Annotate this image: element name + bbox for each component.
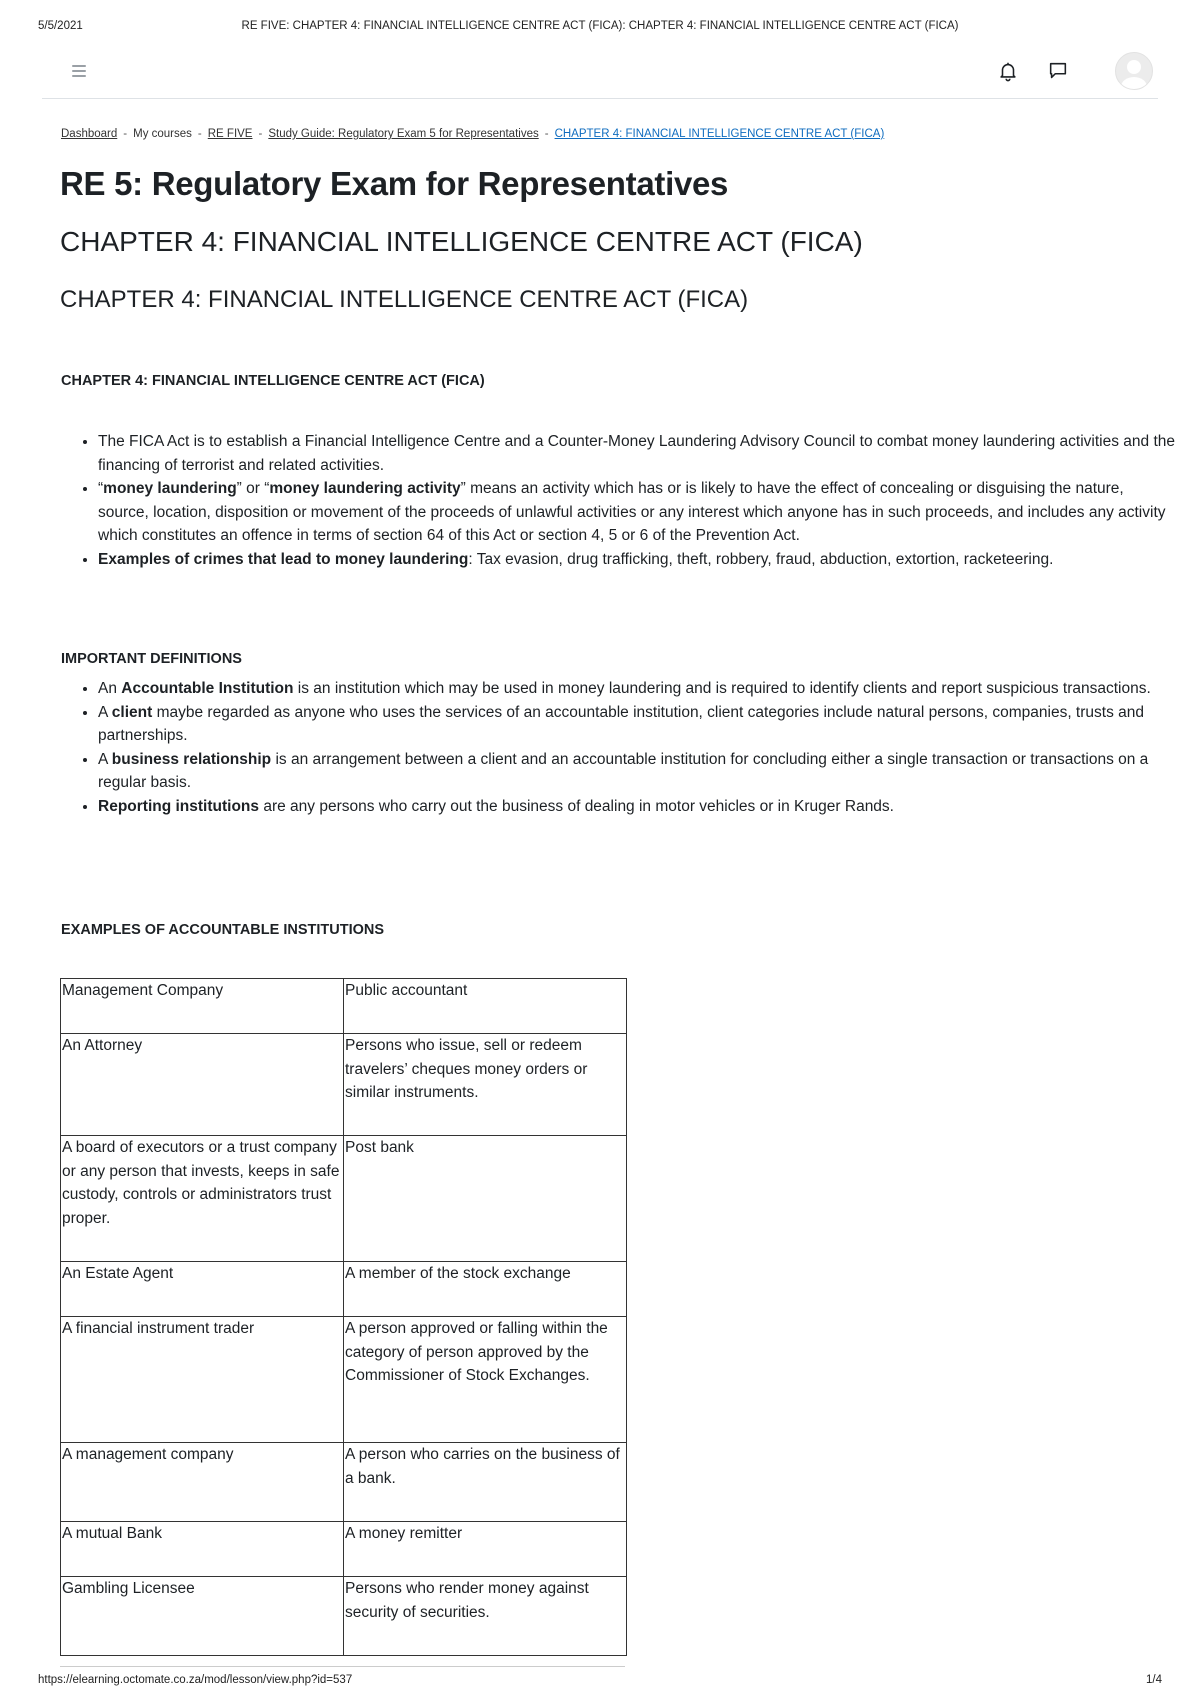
- table-cell: A mutual Bank: [61, 1522, 344, 1577]
- table-cell: A person approved or falling within the category of person approved by the Commissioner of Stock Exchanges.: [344, 1317, 627, 1443]
- list-item: [98, 748, 1178, 795]
- bullet-term: business relationship: [111, 750, 272, 768]
- table-cell: A board of executors or a trust company or any person that invests, keeps in safe custody, controls or administrators trust proper.: [61, 1136, 344, 1262]
- lesson-title: CHAPTER 4: FINANCIAL INTELLIGENCE CENTRE ACT (FICA): [60, 226, 863, 257]
- print-date: 5/5/2021: [38, 20, 83, 32]
- list-item: [98, 701, 1178, 748]
- breadcrumb-separator: -: [197, 128, 202, 140]
- print-url: https://elearning.octomate.co.za/mod/lesson/view.php?id=537: [38, 1674, 353, 1686]
- list-item: [98, 548, 1178, 572]
- table-row: [61, 1262, 627, 1317]
- table-row: [61, 979, 627, 1034]
- bullet-text: ” means an activity which has or is likely to have the effect of concealing or disguising the nature, source, location, disposition or movement of the proceeds of unlawful activities or any interest which anyone has in such proceeds, and includes any activity which constitutes an offence in terms of section 64 of this Act or section 4, 5 or 6 of the Prevention Act.: [98, 480, 1166, 544]
- bullet-text: is an institution which may be used in money laundering and is required to identify clients and report suspicious transactions.: [293, 680, 1151, 697]
- footer-divider: [60, 1666, 625, 1667]
- table-row: [61, 1034, 627, 1136]
- bullet-term: Accountable Institution: [121, 680, 294, 697]
- print-title: RE FIVE: CHAPTER 4: FINANCIAL INTELLIGENCE CENTRE ACT (FICA): CHAPTER 4: FINANCIAL INTELLIGENCE CENTRE ACT (FICA): [241, 20, 959, 32]
- bullet-term: money laundering: [103, 480, 237, 497]
- bullet-text: is an arrangement between a client and an accountable institution for concluding either a single transaction or transactions on a regular basis.: [98, 750, 1149, 791]
- bullet-term: Reporting institutions: [98, 797, 260, 815]
- course-title: RE 5: Regulatory Exam for Representatives: [60, 165, 729, 202]
- top-navbar: [42, 46, 1158, 99]
- bell-icon[interactable]: [997, 60, 1019, 82]
- bullet-text: : Tax evasion, drug trafficking, theft, robbery, fraud, abduction, extortion, racketeering.: [468, 550, 1054, 568]
- table-row: [61, 1522, 627, 1577]
- bullet-term: client: [111, 703, 153, 721]
- table-row: [61, 1317, 627, 1443]
- table-cell: Gambling Licensee: [61, 1577, 344, 1656]
- table-cell: Management Company: [61, 979, 344, 1034]
- breadcrumb-re-five[interactable]: RE FIVE: [207, 128, 253, 140]
- breadcrumb-current-lesson[interactable]: CHAPTER 4: FINANCIAL INTELLIGENCE CENTRE ACT (FICA): [554, 128, 885, 140]
- list-item: [98, 795, 1178, 819]
- bullet-text: A: [98, 703, 112, 721]
- table-cell: A management company: [61, 1443, 344, 1522]
- bullet-text: ” or “: [236, 480, 270, 497]
- bullet-text: “: [98, 480, 104, 497]
- fica-bullet-list: [72, 430, 1178, 571]
- page-title: CHAPTER 4: FINANCIAL INTELLIGENCE CENTRE ACT (FICA): [60, 286, 749, 313]
- bullet-text: The FICA Act is to establish a Financial Intelligence Centre and a Counter-Money Laundering Advisory Council to combat money laundering activities and the financing of terrorist and related activities.: [98, 433, 1175, 474]
- breadcrumb-separator: -: [544, 128, 549, 140]
- table-cell: A financial instrument trader: [61, 1317, 344, 1443]
- breadcrumb-study-guide[interactable]: Study Guide: Regulatory Exam 5 for Representatives: [268, 128, 539, 140]
- bullet-text: An: [98, 680, 122, 697]
- table-cell: A money remitter: [344, 1522, 627, 1577]
- list-item: [98, 477, 1178, 548]
- breadcrumb: [61, 128, 884, 140]
- table-cell: A member of the stock exchange: [344, 1262, 627, 1317]
- hamburger-icon[interactable]: [72, 65, 86, 76]
- breadcrumb-separator: -: [123, 128, 128, 140]
- bullet-term: money laundering activity: [269, 480, 461, 497]
- table-row: [61, 1577, 627, 1656]
- bullet-text: maybe regarded as anyone who uses the services of an accountable institution, client categories include natural persons, companies, trusts and partnerships.: [98, 703, 1144, 744]
- table-cell: Persons who render money against security of securities.: [344, 1577, 627, 1656]
- table-cell: A person who carries on the business of a bank.: [344, 1443, 627, 1522]
- table-cell: Public accountant: [344, 979, 627, 1034]
- list-item: [98, 430, 1178, 477]
- table-row: [61, 1443, 627, 1522]
- table-cell: Post bank: [344, 1136, 627, 1262]
- table-cell: Persons who issue, sell or redeem travelers’ cheques money orders or similar instruments.: [344, 1034, 627, 1136]
- bullet-text: are any persons who carry out the business of dealing in motor vehicles or in Kruger Rands.: [259, 797, 894, 815]
- table-cell: An Attorney: [61, 1034, 344, 1136]
- print-page-number: 1/4: [1146, 1674, 1162, 1686]
- list-item: [98, 677, 1178, 701]
- breadcrumb-dashboard[interactable]: Dashboard: [61, 128, 118, 140]
- table-row: [61, 1136, 627, 1262]
- print-header: [38, 20, 1162, 36]
- bullet-term: Examples of crimes that lead to money laundering: [98, 550, 469, 568]
- section-heading-definitions: IMPORTANT DEFINITIONS: [61, 651, 242, 667]
- definitions-bullet-list: [72, 677, 1178, 818]
- section-heading-fica: CHAPTER 4: FINANCIAL INTELLIGENCE CENTRE ACT (FICA): [61, 373, 485, 389]
- breadcrumb-my-courses: My courses: [133, 128, 192, 140]
- chat-icon[interactable]: [1047, 60, 1069, 82]
- section-heading-institutions: EXAMPLES OF ACCOUNTABLE INSTITUTIONS: [61, 922, 385, 938]
- user-avatar-icon[interactable]: [1115, 52, 1153, 90]
- accountable-institutions-table: [60, 978, 627, 1656]
- table-cell: An Estate Agent: [61, 1262, 344, 1317]
- breadcrumb-separator: -: [258, 128, 263, 140]
- bullet-text: A: [98, 750, 112, 768]
